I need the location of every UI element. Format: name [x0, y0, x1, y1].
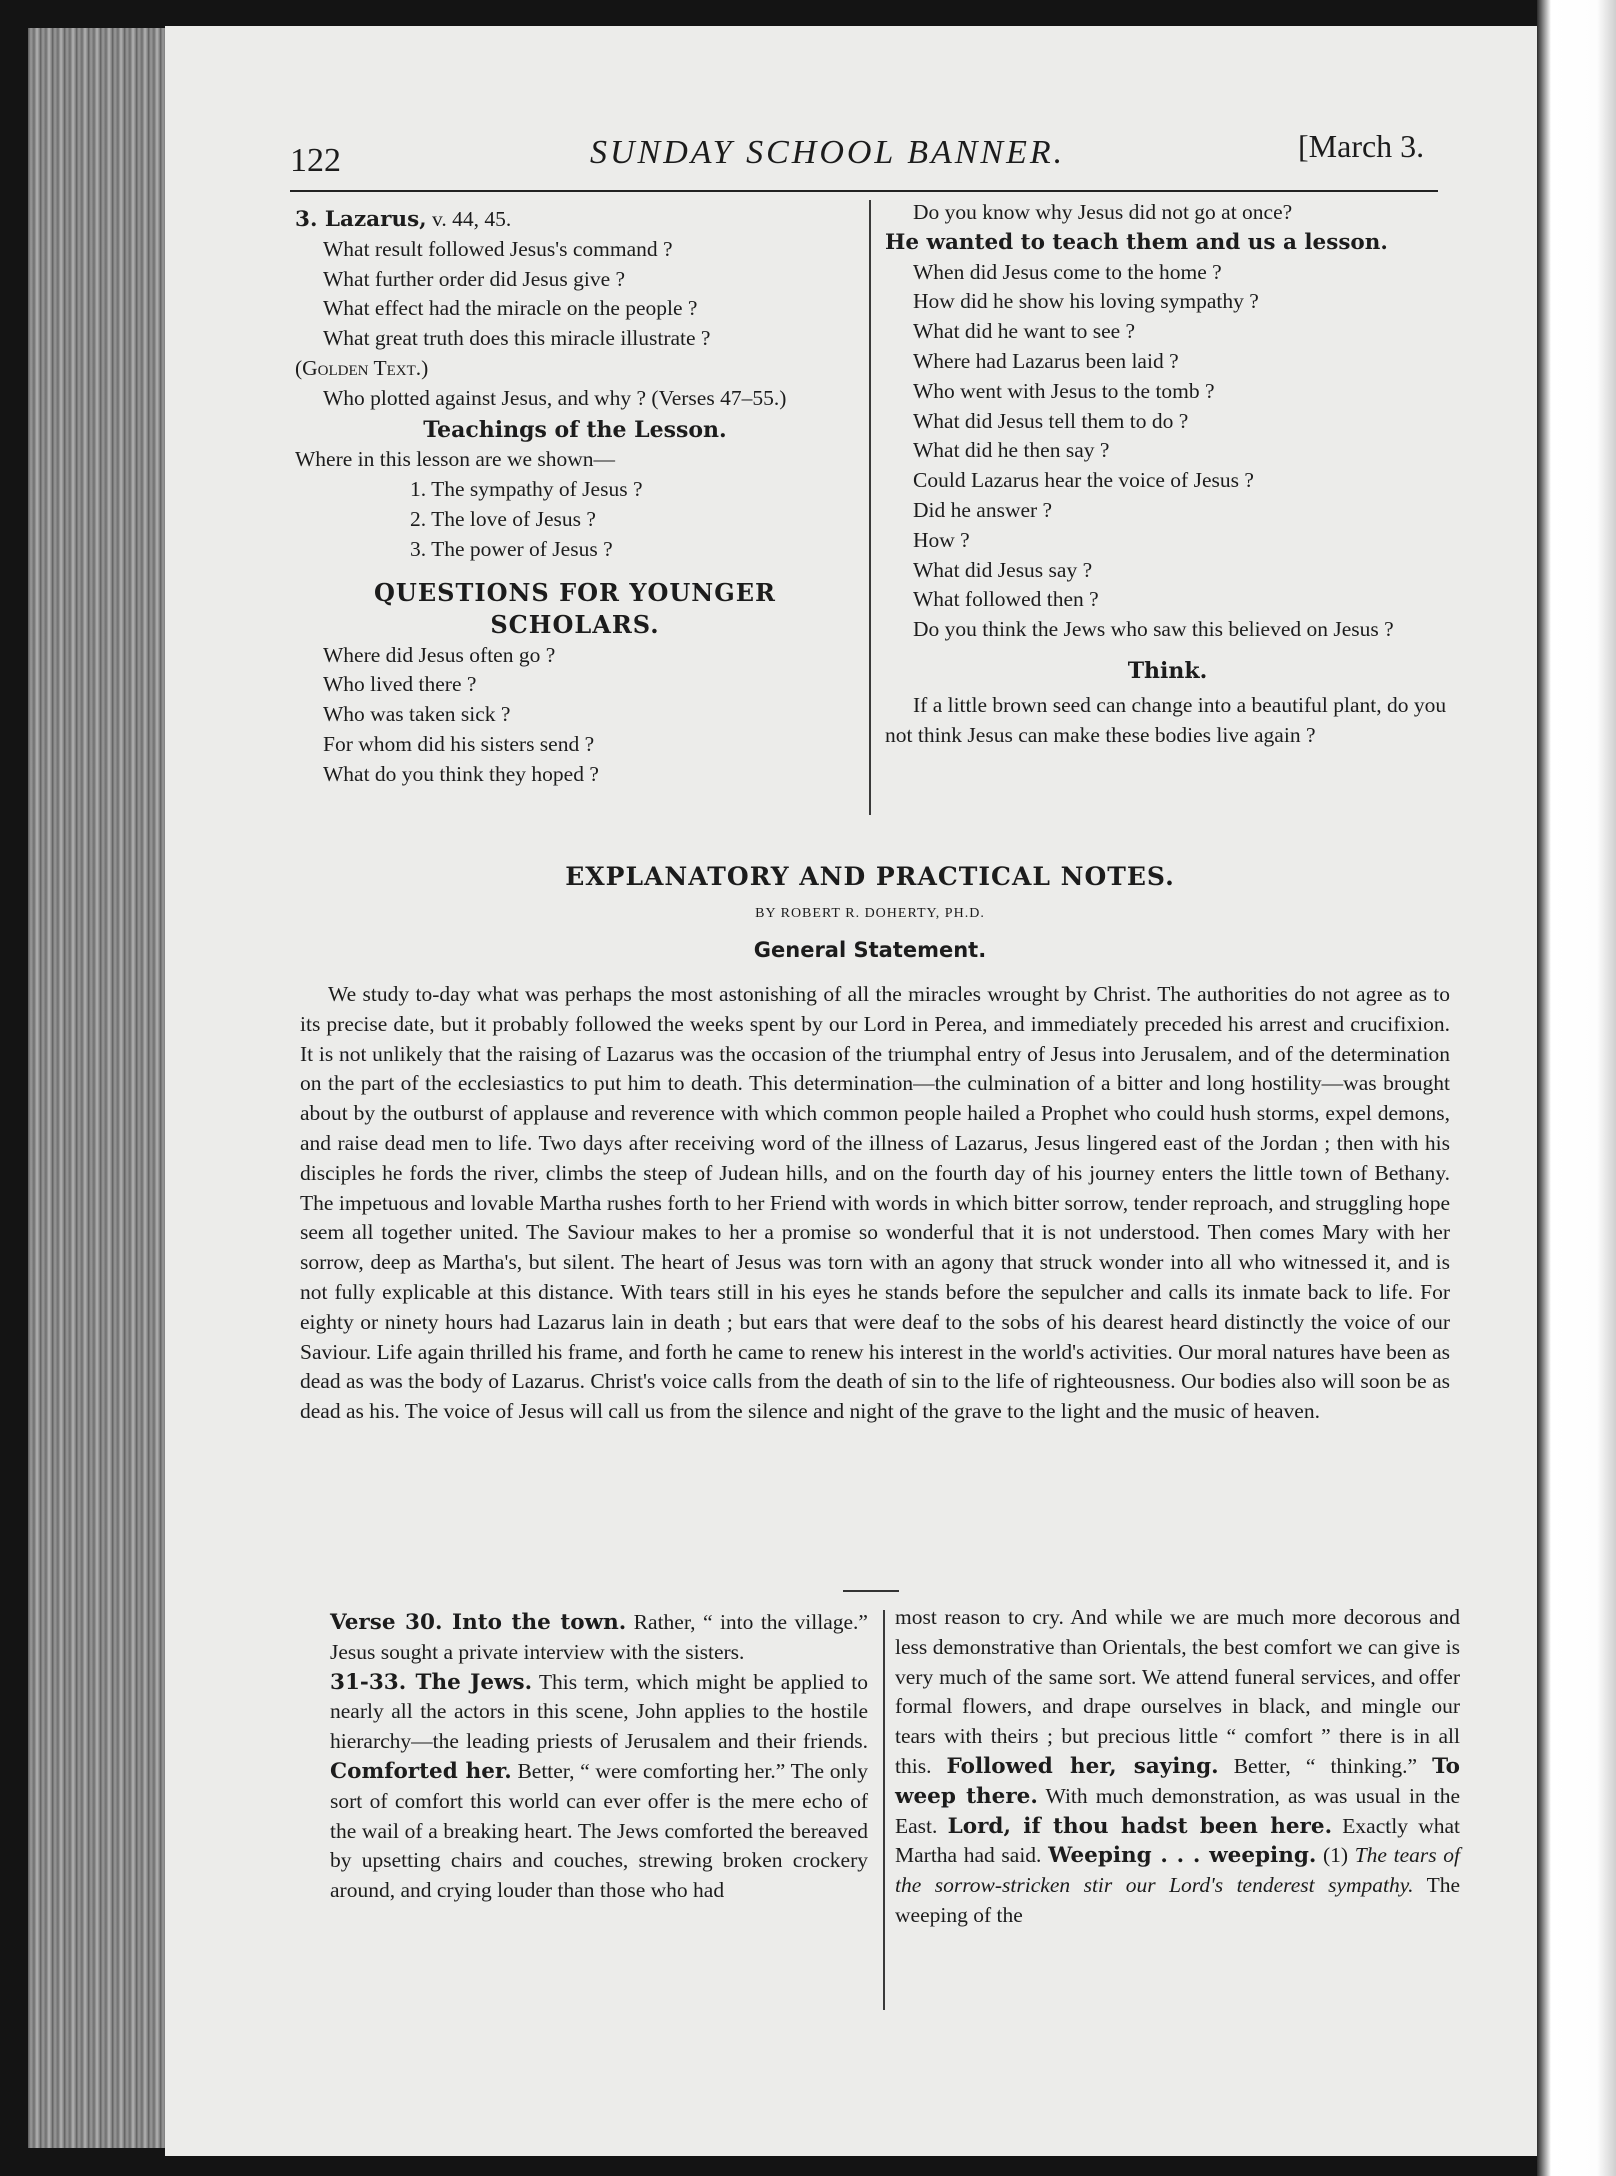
- verse-notes-right-column: [895, 1603, 1460, 1931]
- younger-scholars-title: QUESTIONS FOR YOUNGER SCHOLARS.: [374, 577, 776, 639]
- lord-heading: Lord, if thou hadst been here.: [947, 1813, 1333, 1839]
- section-rule: [843, 1590, 899, 1592]
- lord-body: Exactly what Martha had said.: [895, 1813, 1460, 1868]
- verse-31-heading: 31-33. The Jews.: [330, 1669, 533, 1695]
- younger-question: Who lived there ?: [323, 672, 477, 697]
- lazarus-heading: 3. Lazarus,: [295, 207, 427, 232]
- question-line: Do you think the Jews who saw this believed on Jesus ?: [913, 617, 1394, 642]
- question-line: Who went with Jesus to the tomb ?: [913, 378, 1215, 403]
- book-page-edges: [28, 28, 168, 2148]
- adjacent-page-strip: [1537, 0, 1616, 2176]
- younger-question: Who was taken sick ?: [323, 702, 511, 727]
- question-line: Did he answer ?: [913, 497, 1053, 522]
- younger-question: What do you think they hoped ?: [323, 761, 599, 786]
- think-title: Think.: [1127, 657, 1208, 684]
- weeping-italic: The tears of the sorrow-stricken stir our Lord's tenderest sympathy.: [895, 1843, 1460, 1898]
- lazarus-line: [295, 205, 855, 235]
- general-statement-title: General Statement.: [753, 938, 987, 962]
- comfort-continued-body: most reason to cry. And while we are much more decorous and less demonstrative than Orientals, the best comfort we can give is very much of the same sort. We attend funeral services, and offer formal flowers, and drape ourselves in black, and mingle our tears with theirs ; but precious little “ comfort ” there is in all this.: [895, 1605, 1460, 1778]
- followed-heading: Followed her, saying.: [946, 1753, 1219, 1779]
- column-divider: [869, 200, 871, 815]
- teachings-title: Teachings of the Lesson.: [423, 416, 727, 443]
- question-line: How ?: [913, 527, 970, 552]
- verse-30-heading: Verse 30. Into the town.: [330, 1610, 627, 1635]
- question-line: What did he then say ?: [913, 438, 1110, 463]
- issue-date: [March 3.: [1298, 128, 1425, 164]
- question-line: What did Jesus tell them to do ?: [913, 408, 1189, 433]
- weeping-body: (1): [1316, 1843, 1355, 1868]
- question-line: What did Jesus say ?: [913, 557, 1093, 582]
- question-line: What did he want to see ?: [913, 319, 1136, 344]
- answer-line: He wanted to teach them and us a lesson.: [885, 229, 1388, 255]
- question-line: Do you know why Jesus did not go at once?: [913, 200, 1293, 224]
- notes-title: EXPLANATORY AND PRACTICAL NOTES.: [565, 862, 1175, 891]
- question-line: What effect had the miracle on the people ?: [323, 296, 698, 321]
- question-line: What further order did Jesus give ?: [323, 266, 626, 291]
- teaching-item: 2. The love of Jesus ?: [410, 506, 596, 531]
- teachings-intro: Where in this lesson are we shown—: [295, 447, 616, 472]
- younger-question: Where did Jesus often go ?: [323, 642, 556, 667]
- question-line: What followed then ?: [913, 587, 1099, 612]
- notes-byline: BY ROBERT R. DOHERTY, PH.D.: [755, 906, 985, 921]
- younger-question: For whom did his sisters send ?: [323, 731, 595, 756]
- weep-heading: To weep there.: [895, 1753, 1460, 1809]
- comforted-body: Better, “ were comforting her.” The only sort of comfort this world can ever offer is the mere echo of the wail of a breaking heart. The Jews comforted the bereaved by upsetting chairs and couches, strewing broken crockery around, and crying louder than those who had: [330, 1758, 868, 1903]
- younger-questions-column: [885, 198, 1450, 750]
- verse-31-body: This term, which might be applied to nearly all the actors in this scene, John applies to the hostile hierarchy—the leading priests of Jerusalem and their friends.: [330, 1669, 868, 1754]
- followed-body: Better, “ thinking.”: [1218, 1753, 1433, 1778]
- comfort-continued: [895, 1603, 1460, 1931]
- lesson-questions-column: [295, 205, 855, 790]
- teaching-item: 1. The sympathy of Jesus ?: [410, 477, 643, 502]
- comforted-heading: Comforted her.: [330, 1758, 512, 1784]
- general-statement-body: We study to-day what was perhaps the most astonishing of all the miracles wrought by Christ. The authorities do not agree as to its precise date, but it probably followed the weeks spent by our Lord in Perea, and immediately preceded his arrest and crucifixion. It is not unlikely that the raising of Lazarus was the occasion of the triumphal entry of Jesus into Jerusalem, and of the determination on the part of the ecclesiastics to put him to death. This determination—the culmination of a bitter and long hostility—was brought about by the outburst of applause and reverence with which common people hailed a Prophet who could hush storms, expel demons, and raise dead men to life. Two days after receiving word of the illness of Lazarus, Jesus lingered east of the Jordan ; then with his disciples he fords the river, climbs the steep of Judean hills, and on the fourth day of his journey enters the little town of Bethany. The impetuous and lovable Martha rushes forth to her Friend with words in which bitter sorrow, tender reproach, and struggling hope seem all together united. The Saviour makes to her a promise so wonderful that it is not understood. Then comes Mary with her sorrow, deep as Martha's, but silent. The heart of Jesus was torn with an agony that struck wonder into all who witnessed it, and is not fully explicable at this distance. With tears still in his eyes he stands before the sepulcher and calls its inmate back to life. For eighty or ninety hours had Lazarus lain in death ; but ears that were deaf to the sobs of his dearest heard distinctly the voice of our Saviour. Life again thrilled his frame, and forth he came to renew his interest in the world's activities. Our moral natures have been as dead as was the body of Lazarus. Christ's voice calls from the death of sin to the life of righteousness. Our bodies also will soon be as dead as his. The voice of Jesus will call us from the silence and night of the grave to the light and the music of heaven.: [300, 982, 1450, 1424]
- header-rule: [290, 190, 1438, 192]
- weeping-tail: The weeping of the: [895, 1873, 1460, 1927]
- question-line: Could Lazarus hear the voice of Jesus ?: [913, 468, 1254, 493]
- question-line: How did he show his loving sympathy ?: [913, 289, 1259, 314]
- question-line: Where had Lazarus been laid ?: [913, 348, 1179, 373]
- verse-31-note: [330, 1668, 868, 1906]
- think-body: If a little brown seed can change into a beautiful plant, do you not think Jesus can make these bodies live again ?: [885, 692, 1447, 747]
- golden-text-ref: (Golden Text.): [295, 355, 429, 380]
- verse-notes-left-column: [330, 1608, 868, 1906]
- running-title: SUNDAY SCHOOL BANNER.: [590, 134, 1066, 171]
- question-line: When did Jesus come to the home ?: [913, 259, 1222, 284]
- question-line: What result followed Jesus's command ?: [323, 236, 673, 261]
- verse-30-note: [330, 1608, 868, 1668]
- question-line: What great truth does this miracle illustrate ?: [323, 326, 711, 351]
- page-number: 122: [290, 142, 341, 179]
- lazarus-ref: v. 44, 45.: [426, 207, 512, 231]
- column-divider: [883, 1610, 885, 2010]
- verse-30-body: Rather, “ into the village.” Jesus sought a private interview with the sisters.: [330, 1610, 868, 1664]
- weep-body: With much demonstration, as was usual in the East.: [895, 1783, 1461, 1838]
- question-line: Who plotted against Jesus, and why ? (Verses 47–55.): [323, 385, 787, 410]
- teaching-item: 3. The power of Jesus ?: [410, 536, 613, 561]
- weeping-heading: Weeping . . . weeping.: [1048, 1843, 1317, 1869]
